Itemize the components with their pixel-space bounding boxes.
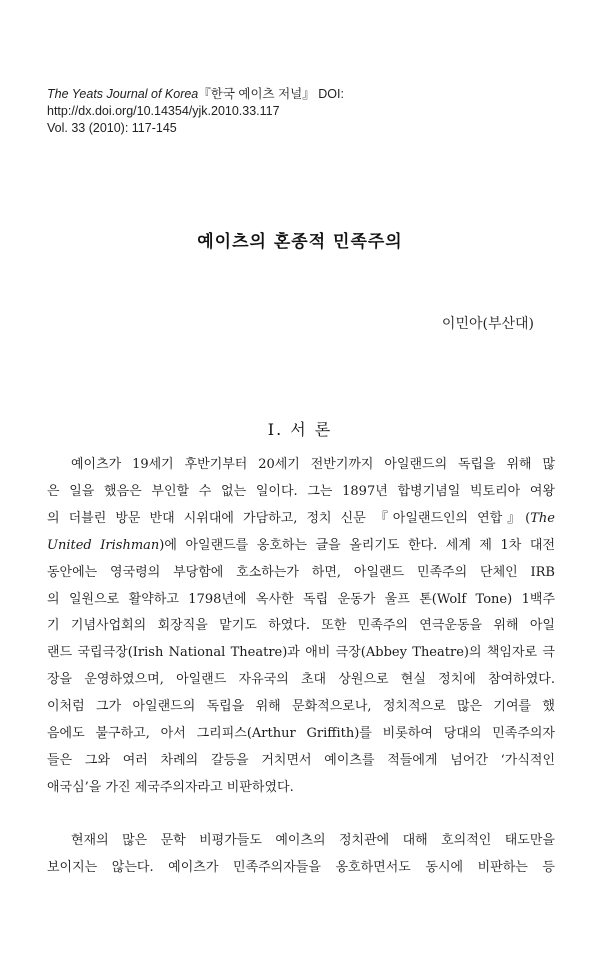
author-affiliation: 이민아(부산대) — [441, 316, 534, 332]
text-line — [47, 533, 555, 560]
italic-title: United Irishman — [47, 537, 160, 553]
paragraph-2 — [47, 828, 555, 882]
article-title: 예이츠의 혼종적 민족주의 — [197, 232, 403, 252]
journal-citation-line — [47, 86, 567, 120]
paragraph-1 — [47, 452, 555, 802]
text-segment: )에 아일랜드를 옹호하는 글을 올리기도 한다. 세계 제 1차 대전 — [159, 537, 555, 553]
text-line: 기 기념사업회의 회장직을 맡기도 하였다. 또한 민족주의 연극운동을 위해 아일 — [47, 618, 555, 634]
text-line: 음에도 불구하고, 아서 그리피스(Arthur Griffith)를 비롯하여 당대의 민족주의자 — [47, 726, 555, 742]
volume-info: Vol. 33 (2010): 117-145 — [47, 121, 177, 135]
text-line: 보이지는 않는다. 예이츠가 민족주의자들을 옹호하면서도 동시에 비판하는 등 — [47, 859, 555, 875]
journal-title-en: The Yeats Journal of Korea — [47, 87, 199, 101]
section-heading: I. 서 론 — [267, 420, 333, 439]
text-segment: 의 더블린 방문 반대 시위대에 가담하고, 정치 신문 『아일랜드인의 연합』( — [47, 510, 531, 526]
text-line: 은 일을 했음은 부인할 수 없는 일이다. 그는 1897년 합병기념일 빅토리아 여왕 — [47, 483, 555, 499]
text-line: 애국심’을 가진 제국주의자라고 비판하였다. — [47, 779, 294, 795]
text-line: 이처럼 그가 아일랜드의 독립을 위해 문화적으로나, 정치적으로 많은 기여를 했 — [47, 699, 555, 715]
text-line: 의 일원으로 활약하고 1798년에 옥사한 독립 운동가 울프 톤(Wolf Tone) 1백주 — [47, 591, 555, 607]
text-line: 예이츠가 19세기 후반기부터 20세기 전반기까지 아일랜드의 독립을 위해 많 — [71, 457, 555, 472]
text-line — [47, 506, 555, 533]
doi-link[interactable]: DOI: http://dx.doi.org/10.14354/yjk.2010.33.117 — [47, 87, 344, 118]
text-line: 현재의 많은 문학 비평가들도 예이츠의 정치관에 대해 호의적인 태도만을 — [71, 833, 555, 848]
text-line: 장을 운영하였으며, 아일랜드 자유국의 초대 상원으로 현실 정치에 참여하였다. — [47, 672, 555, 688]
text-line: 동안에는 영국령의 부당함에 호소하는가 하면, 아일랜드 민족주의 단체인 IRB — [47, 564, 555, 580]
journal-title-ko: 『한국 예이츠 저널』 — [198, 87, 315, 101]
italic-title: The — [530, 510, 555, 526]
text-line: 들은 그와 여러 차례의 갈등을 거치면서 예이츠를 적들에게 넘어간 ‘가식적인 — [47, 752, 555, 768]
journal-header — [47, 86, 567, 137]
text-line: 랜드 국립극장(Irish National Theatre)과 애비 극장(Abbey Theatre)의 책임자로 극 — [47, 645, 555, 661]
